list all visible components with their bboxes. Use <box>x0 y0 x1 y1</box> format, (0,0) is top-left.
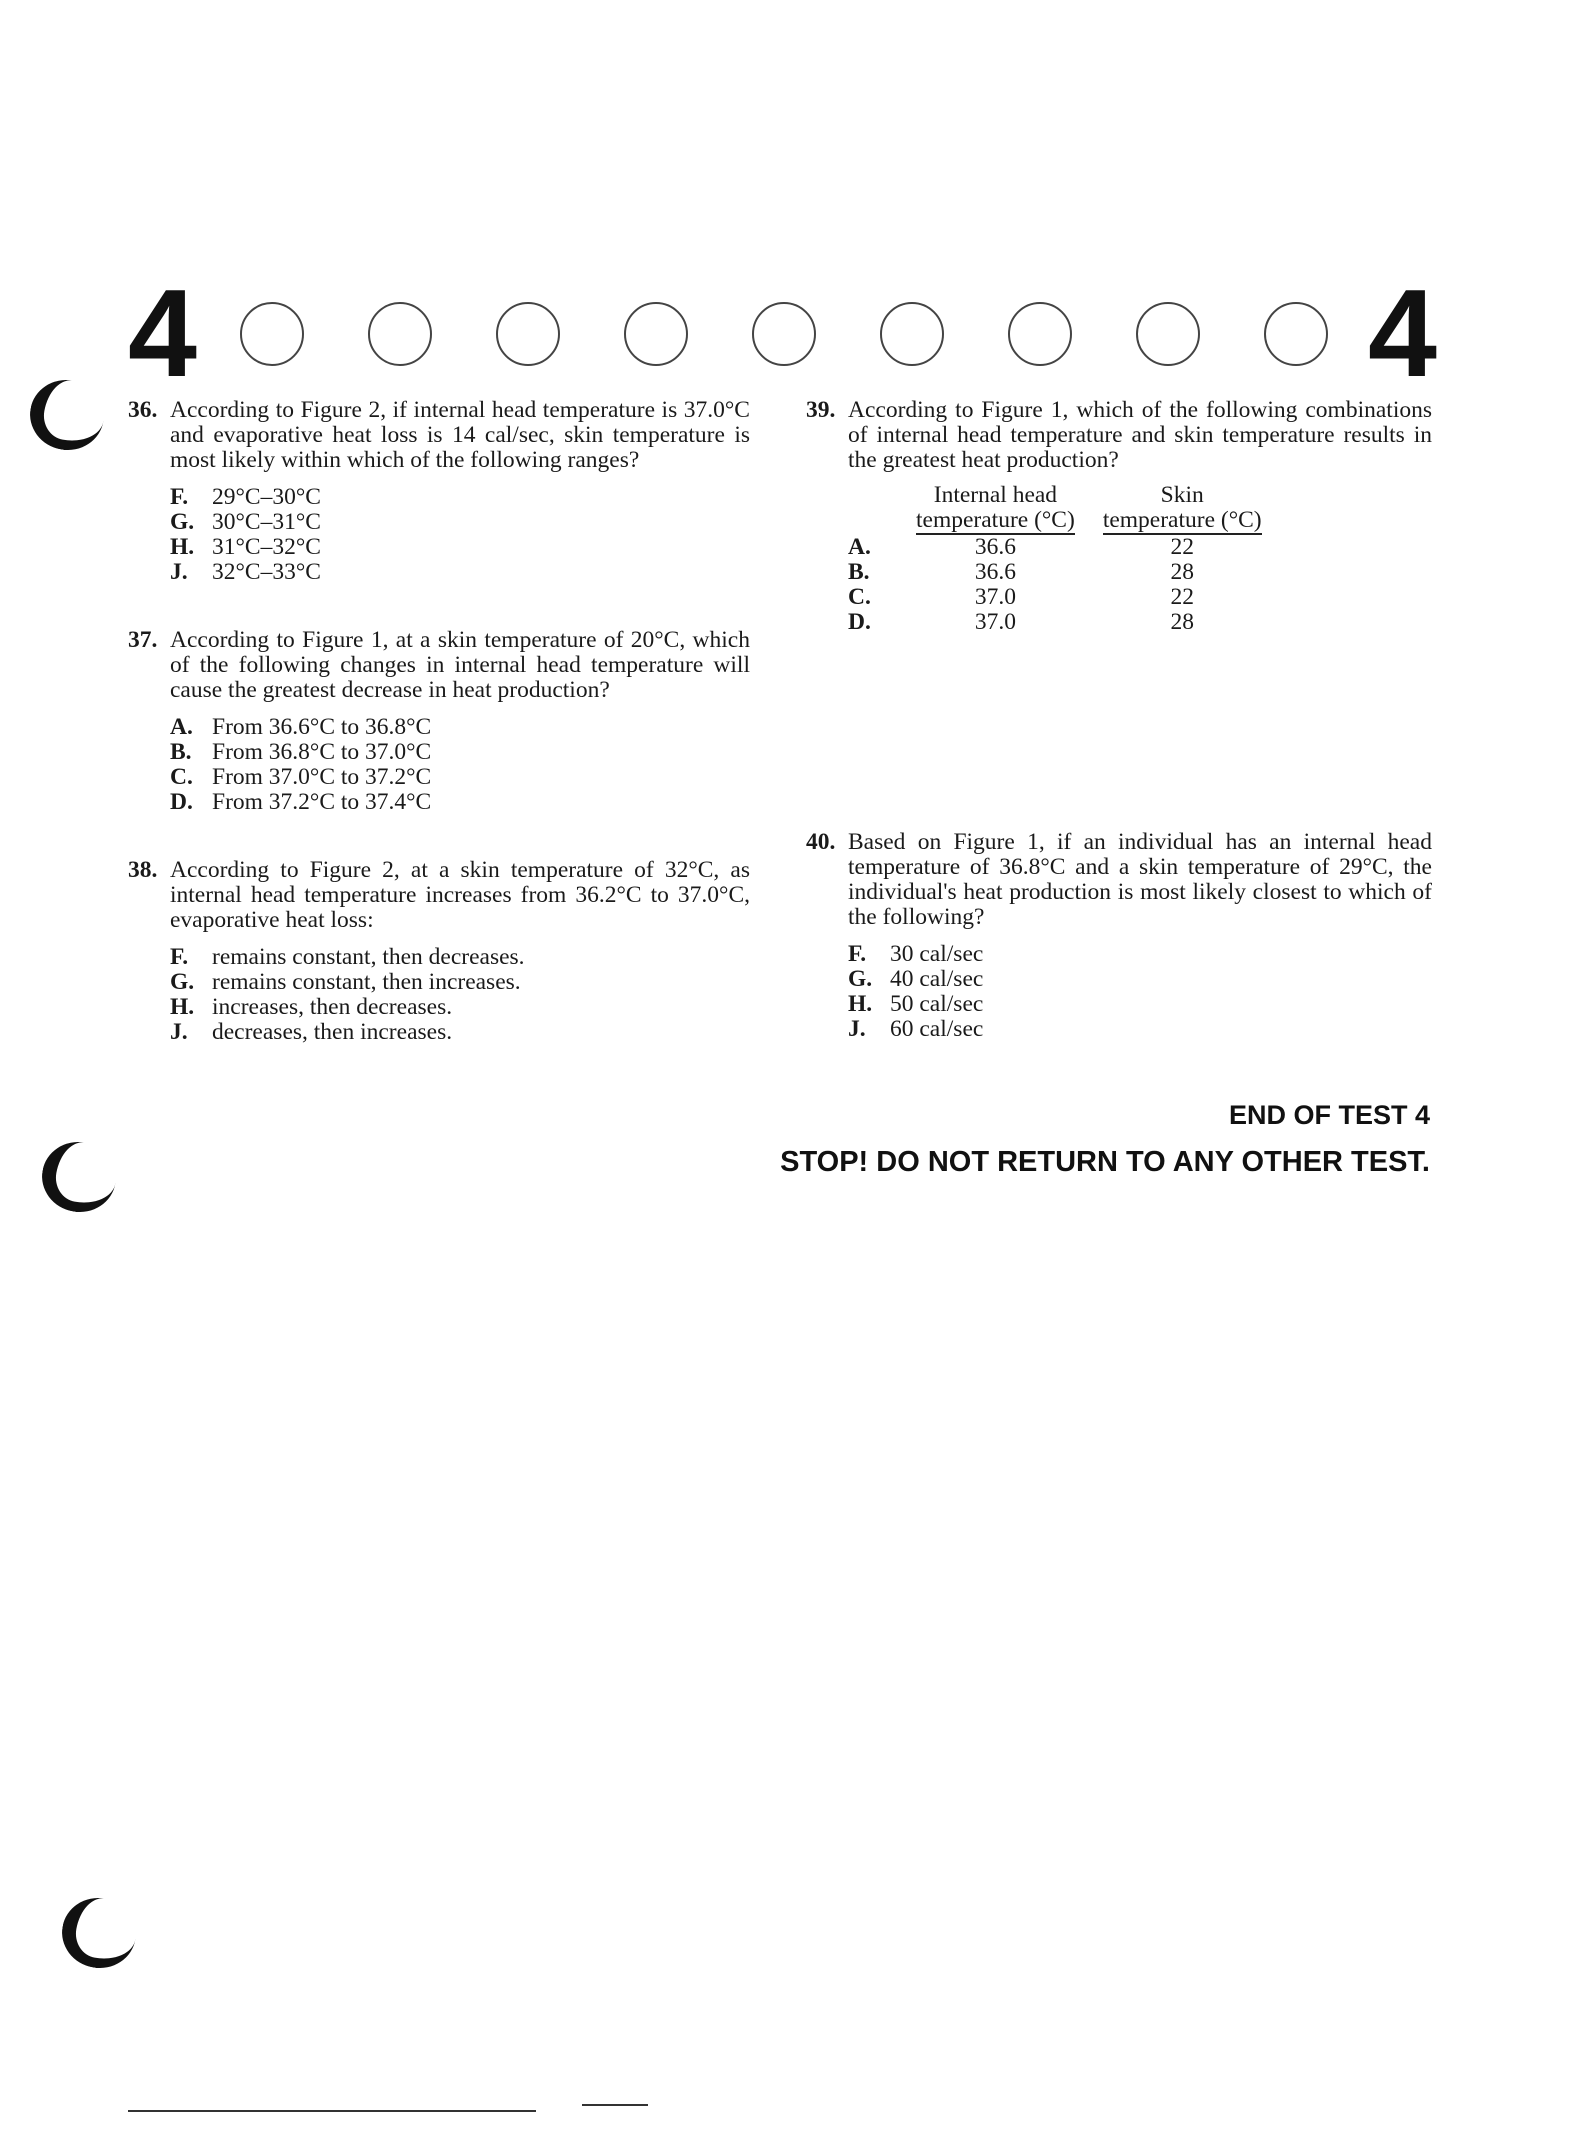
question-text: Based on Figure 1, if an individual has an internal head temperature of 36.8°C and a skin temperature of 29°C, the individual's heat production is most likely closest to which of the following? <box>848 829 1432 930</box>
option-letter: B. <box>170 739 192 765</box>
option-letter: D. <box>170 789 193 815</box>
question-number: 40. <box>806 829 836 855</box>
divider-line <box>128 2110 536 2112</box>
answer-option[interactable] <box>170 790 750 815</box>
answer-option[interactable] <box>170 995 750 1020</box>
option-letter: J. <box>170 1019 188 1045</box>
option-letter: A. <box>170 714 193 740</box>
option-text: increases, then decreases. <box>212 994 453 1020</box>
option-letter: F. <box>848 941 867 967</box>
option-letter: J. <box>848 1016 866 1042</box>
question-40 <box>806 830 1432 1042</box>
option-text: 29°C–30°C <box>212 484 321 510</box>
section-number-left: 4 <box>128 265 197 403</box>
option-text: remains constant, then increases. <box>212 969 521 995</box>
option-letter: J. <box>170 559 188 585</box>
question-number: 37. <box>128 627 158 653</box>
answer-table <box>848 483 1276 635</box>
answer-option[interactable] <box>170 485 750 510</box>
question-text: According to Figure 2, at a skin temperature of 32°C, as internal head temperature increases from 36.2°C to 37.0°C, evaporative heat loss: <box>170 857 750 933</box>
stop-instruction: STOP! DO NOT RETURN TO ANY OTHER TEST. <box>780 1146 1430 1178</box>
question-number: 39. <box>806 397 836 423</box>
answer-row[interactable]: A. 36.6 22 <box>848 534 1194 560</box>
column-header: Internal head temperature (°C) <box>916 482 1075 533</box>
answer-option[interactable] <box>848 992 1432 1017</box>
answer-row[interactable]: D. 37.0 28 <box>848 609 1194 635</box>
answer-row[interactable]: C. 37.0 22 <box>848 584 1194 610</box>
option-text: 31°C–32°C <box>212 534 321 560</box>
option-text: 30°C–31°C <box>212 509 321 535</box>
binder-hole-2 <box>36 1136 121 1218</box>
option-text: From 36.8°C to 37.0°C <box>212 739 432 765</box>
question-text: According to Figure 1, which of the following combinations of internal head temperature and skin temperature results in the greatest heat production? <box>848 397 1432 473</box>
option-letter: G. <box>848 966 873 992</box>
option-text: From 36.6°C to 36.8°C <box>212 714 432 740</box>
option-letter: G. <box>170 509 195 535</box>
option-letter: C. <box>170 764 193 790</box>
answer-option[interactable] <box>170 740 750 765</box>
question-37 <box>128 628 750 815</box>
question-text: According to Figure 2, if internal head temperature is 37.0°C and evaporative heat loss is 14 cal/sec, skin temperature is most likely within which of the following ranges? <box>170 397 750 473</box>
option-text: 30 cal/sec <box>890 941 984 967</box>
question-38 <box>128 858 750 1045</box>
header-circle <box>1264 302 1328 366</box>
answer-option[interactable] <box>170 560 750 585</box>
answer-option[interactable] <box>170 510 750 535</box>
header-circle <box>880 302 944 366</box>
section-header <box>128 265 1448 403</box>
answer-option[interactable] <box>848 942 1432 967</box>
answer-option[interactable] <box>170 1020 750 1045</box>
option-text: From 37.2°C to 37.4°C <box>212 789 432 815</box>
end-of-test-label: END OF TEST 4 <box>1228 1100 1430 1130</box>
option-text: remains constant, then decreases. <box>212 944 525 970</box>
option-letter: F. <box>170 944 189 970</box>
column-header: Skin temperature (°C) <box>1102 482 1262 533</box>
binder-hole-1 <box>24 374 109 456</box>
option-letter: G. <box>170 969 195 995</box>
question-text: According to Figure 1, at a skin temperature of 20°C, which of the following changes in internal head temperature will cause the greatest decrease in heat production? <box>170 627 750 703</box>
question-number: 38. <box>128 857 158 883</box>
option-letter: F. <box>170 484 189 510</box>
option-text: decreases, then increases. <box>212 1019 453 1045</box>
answer-option[interactable] <box>848 1017 1432 1042</box>
option-text: 50 cal/sec <box>890 991 984 1017</box>
header-circle <box>496 302 560 366</box>
option-text: 40 cal/sec <box>890 966 984 992</box>
binder-hole-3 <box>56 1892 141 1974</box>
section-number-right: 4 <box>1368 265 1437 403</box>
question-number: 36. <box>128 397 158 423</box>
divider-line <box>582 2104 648 2106</box>
option-text: 32°C–33°C <box>212 559 321 585</box>
header-circle <box>752 302 816 366</box>
answer-option[interactable] <box>170 715 750 740</box>
answer-options <box>170 485 750 585</box>
answer-option[interactable] <box>848 967 1432 992</box>
header-circle <box>240 302 304 366</box>
question-36 <box>128 398 750 585</box>
header-circle <box>1008 302 1072 366</box>
answer-row[interactable]: B. 36.6 28 <box>848 559 1194 585</box>
answer-option[interactable] <box>170 970 750 995</box>
option-letter: H. <box>848 991 873 1017</box>
question-39 <box>806 398 1432 635</box>
option-text: 60 cal/sec <box>890 1016 984 1042</box>
answer-options <box>170 945 750 1045</box>
answer-option[interactable] <box>170 945 750 970</box>
header-circle <box>1136 302 1200 366</box>
header-circle <box>624 302 688 366</box>
answer-options <box>170 715 750 815</box>
answer-options <box>848 942 1432 1042</box>
option-letter: H. <box>170 994 195 1020</box>
answer-option[interactable] <box>170 765 750 790</box>
header-circle <box>368 302 432 366</box>
option-letter: H. <box>170 534 195 560</box>
answer-option[interactable] <box>170 535 750 560</box>
option-text: From 37.0°C to 37.2°C <box>212 764 432 790</box>
